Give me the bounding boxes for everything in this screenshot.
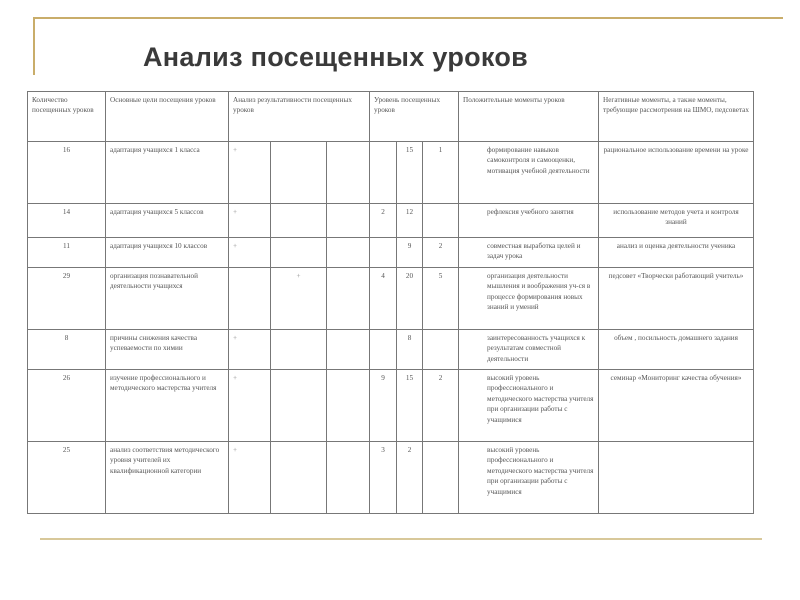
- level-cell-1: 9: [370, 370, 397, 442]
- level-cell-2: 15: [397, 370, 423, 442]
- analysis-cell-3: [327, 330, 370, 370]
- row-goal: организация познавательной деятельности учащихся: [106, 268, 229, 330]
- level-cell-3: 1: [423, 142, 459, 204]
- analysis-cell-2: [271, 370, 327, 442]
- analysis-cell-1: +: [229, 238, 271, 268]
- level-cell-2: 15: [397, 142, 423, 204]
- analysis-cell-3: [327, 238, 370, 268]
- analysis-cell-2: [271, 142, 327, 204]
- row-positive: формирование навыков самоконтроля и самооценки, мотивация учебной деятельности: [459, 142, 599, 204]
- row-count: 14: [28, 204, 106, 238]
- header-negative: Негативные моменты, а также моменты, требующие рассмотрения на ШМО, педсоветах: [599, 92, 754, 142]
- level-cell-1: [370, 238, 397, 268]
- header-positive: Положительные моменты уроков: [459, 92, 599, 142]
- page-title: Анализ посещенных уроков: [143, 42, 529, 72]
- analysis-cell-1: +: [229, 204, 271, 238]
- row-negative: [599, 442, 754, 514]
- row-positive: совместная выработка целей и задач урока: [459, 238, 599, 268]
- analysis-cell-2: [271, 204, 327, 238]
- header-level: Уровень посещенных уроков: [370, 92, 459, 142]
- analysis-cell-2: +: [271, 268, 327, 330]
- analysis-cell-3: [327, 268, 370, 330]
- analysis-cell-1: +: [229, 370, 271, 442]
- row-count: 8: [28, 330, 106, 370]
- level-cell-3: 2: [423, 370, 459, 442]
- row-count: 26: [28, 370, 106, 442]
- row-negative: рациональное использование времени на уроке: [599, 142, 754, 204]
- header-goals: Основные цели посещения уроков: [106, 92, 229, 142]
- row-count: 11: [28, 238, 106, 268]
- analysis-cell-2: [271, 238, 327, 268]
- row-count: 25: [28, 442, 106, 514]
- row-goal: адаптация учащихся 5 классов: [106, 204, 229, 238]
- row-positive: высокий уровень профессионального и методического мастерства учителя при организации работы с учащимися: [459, 442, 599, 514]
- row-positive: рефлексия учебного занятия: [459, 204, 599, 238]
- level-cell-2: 8: [397, 330, 423, 370]
- analysis-cell-1: +: [229, 142, 271, 204]
- level-cell-3: [423, 442, 459, 514]
- row-negative: семинар «Мониторинг качества обучения»: [599, 370, 754, 442]
- level-cell-3: 2: [423, 238, 459, 268]
- row-negative: использование методов учета и контроля знаний: [599, 204, 754, 238]
- table-row: [28, 330, 754, 370]
- table-row: [28, 442, 754, 514]
- level-cell-1: [370, 142, 397, 204]
- level-cell-1: 2: [370, 204, 397, 238]
- analysis-cell-3: [327, 370, 370, 442]
- row-count: 16: [28, 142, 106, 204]
- frame-bottom-rule: [40, 538, 762, 540]
- row-negative: объем , посильность домашнего задания: [599, 330, 754, 370]
- table-row: [28, 204, 754, 238]
- frame-top-rule: [33, 17, 783, 19]
- row-negative: педсовет «Творчески работающий учитель»: [599, 268, 754, 330]
- row-negative: анализ и оценка деятельности ученика: [599, 238, 754, 268]
- analysis-cell-2: [271, 442, 327, 514]
- row-goal: адаптация учащихся 1 классa: [106, 142, 229, 204]
- header-row: [28, 92, 754, 142]
- row-goal: адаптация учащихся 10 классов: [106, 238, 229, 268]
- row-goal: изучение профессионального и методического мастерства учителя: [106, 370, 229, 442]
- row-goal: анализ соответствия методического уровня учителей их квалификационной категории: [106, 442, 229, 514]
- row-count: 29: [28, 268, 106, 330]
- level-cell-1: 3: [370, 442, 397, 514]
- level-cell-2: 20: [397, 268, 423, 330]
- level-cell-2: 9: [397, 238, 423, 268]
- level-cell-1: [370, 330, 397, 370]
- analysis-cell-3: [327, 204, 370, 238]
- level-cell-2: 12: [397, 204, 423, 238]
- row-positive: высокий уровень профессионального и методического мастерства учителя при организации работы с учащимися: [459, 370, 599, 442]
- analysis-cell-2: [271, 330, 327, 370]
- table-row: [28, 370, 754, 442]
- level-cell-3: [423, 330, 459, 370]
- row-goal: причины снижения качества успеваемости по химии: [106, 330, 229, 370]
- level-cell-1: 4: [370, 268, 397, 330]
- analysis-table: [27, 91, 754, 514]
- row-positive: заинтересованность учащихся к результатам совместной деятельности: [459, 330, 599, 370]
- header-count: Количество посещенных уроков: [28, 92, 106, 142]
- header-analysis: Анализ результативности посещенных уроков: [229, 92, 370, 142]
- level-cell-2: 2: [397, 442, 423, 514]
- analysis-cell-3: [327, 442, 370, 514]
- analysis-cell-3: [327, 142, 370, 204]
- frame-left-rule: [33, 17, 35, 75]
- analysis-cell-1: [229, 268, 271, 330]
- analysis-cell-1: +: [229, 442, 271, 514]
- table-row: [28, 238, 754, 268]
- level-cell-3: 5: [423, 268, 459, 330]
- row-positive: организация деятельности мышления и воображения уч-ся в процессе формирования новых знаний и умений: [459, 268, 599, 330]
- table-row: [28, 268, 754, 330]
- analysis-cell-1: +: [229, 330, 271, 370]
- level-cell-3: [423, 204, 459, 238]
- table-row: [28, 142, 754, 204]
